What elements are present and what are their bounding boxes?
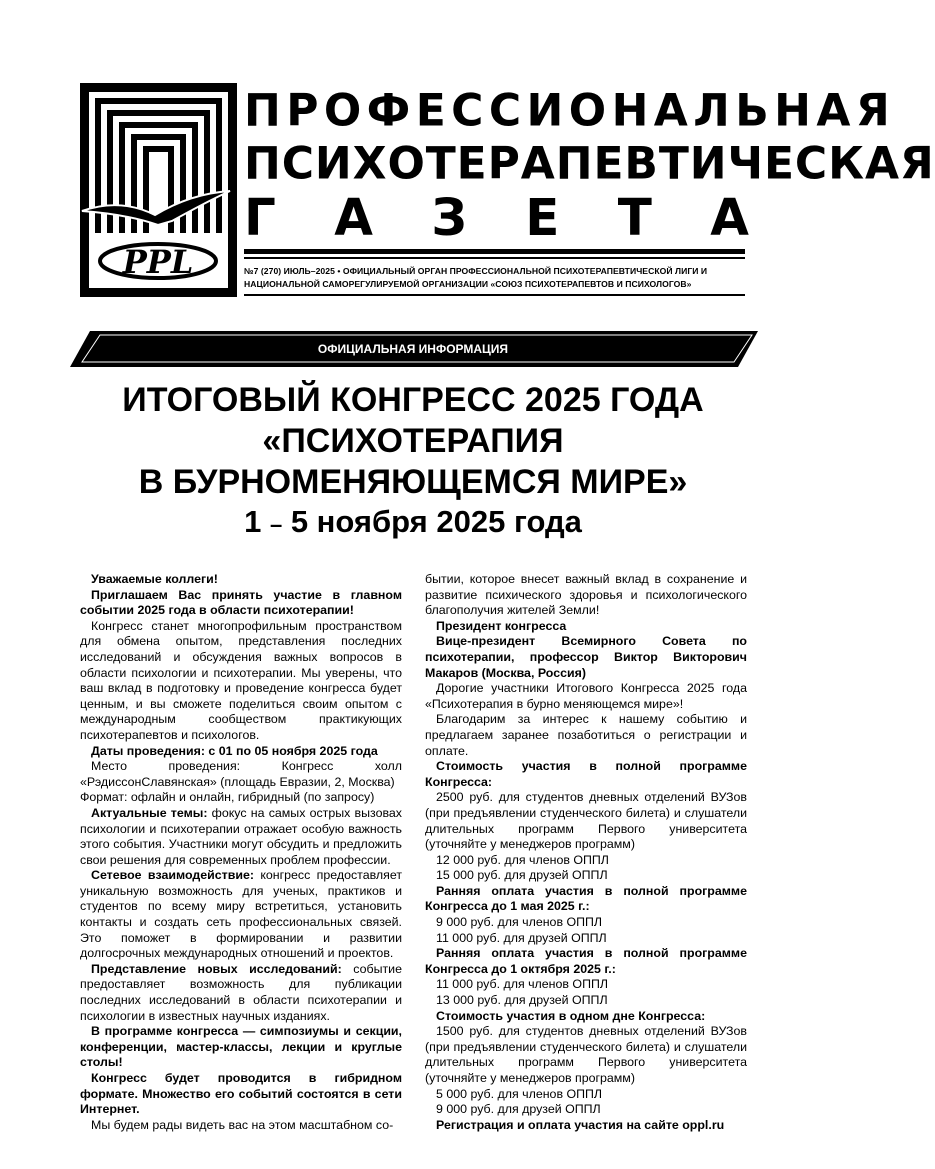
headline-line3: В БУРНОМЕНЯЮЩЕМСЯ МИРЕ» — [138, 463, 688, 501]
paragraph: Благодарим за интерес к нашему событию и предлагаем заранее позаботиться о регистрации и оплате. — [425, 712, 747, 758]
logo-text: PPL — [122, 243, 194, 281]
paragraph: 11 000 руб. для друзей ОППЛ — [436, 930, 607, 945]
headline — [0, 380, 826, 503]
paragraph: Уважаемые коллеги! — [91, 572, 218, 586]
masthead-letter: Е — [525, 187, 560, 248]
paragraph: Ранняя оплата участия в полной программе Конгресса до 1 октября 2025 г.: — [425, 946, 747, 976]
registration-note: Регистрация и оплата участия на сайте oppl.ru — [436, 1117, 725, 1132]
paragraph: 15 000 руб. для друзей ОППЛ — [436, 868, 608, 883]
paragraph: Вице-президент Всемирного Совета по психотерапии, профессор Виктор Викторович Макаров (Москва, Россия) — [425, 634, 747, 680]
paragraph: 1500 руб. для студентов дневных отделений ВУЗов (при предъявлении студенческого билета) и слушатели длительных программ Первого университета (уточняйте у менеджеров программ) — [425, 1024, 747, 1085]
paragraph: Формат: офлайн и онлайн, гибридный (по запросу) — [80, 790, 375, 805]
paragraph: бытии, которое внесет важный вклад в сохранение и развитие психического здоровья и психологического благополучия жителей Земли! — [425, 572, 747, 618]
paragraph: Президент конгресса — [436, 618, 567, 633]
dates-start: 1 — [244, 504, 262, 539]
masthead-title-line2: ПСИХОТЕРАПЕВТИЧЕСКАЯ — [244, 137, 935, 190]
paragraph: Сетевое взаимодействие: конгресс предоставляет уникальную возможность для ученых, практиков и студентов по всему миру встретиться, установить контакты и создать сеть профессиональных связей. Это поможет в формировании и развитии долгосрочных международных отношений и проектов. — [80, 868, 402, 961]
paragraph: Даты проведения: с 01 по 05 ноября 2025 года — [91, 743, 378, 758]
headline-line2: «ПСИХОТЕРАПИЯ — [262, 422, 564, 460]
newspaper-logo — [80, 83, 237, 297]
masthead-letter: Т — [617, 187, 652, 248]
paragraph: В программе конгресса — симпозиумы и секции, конференции, мастер-классы, лекции и круглые столы! — [80, 1024, 402, 1070]
paragraph: Дорогие участники Итогового Конгресса 2025 года «Психотерапия в бурно меняющемся мире»! — [425, 681, 747, 711]
masthead-letter: А — [710, 187, 749, 248]
masthead-title-line1: ПРОФЕССИОНАЛЬНАЯ — [244, 84, 896, 137]
masthead-rule-top — [244, 249, 745, 254]
paragraph: Стоимость участия в одном дне Конгресса: — [436, 1008, 706, 1023]
paragraph: Представление новых исследований: событие предоставляет возможность для публикации последних исследований в области психотерапии и психологии в известных научных изданиях. — [80, 961, 402, 1023]
paragraph: Конгресс будет проводится в гибридном формате. Множество его событий состоятся в сети Интернет. — [80, 1071, 402, 1117]
paragraph: Стоимость участия в полной программе Конгресса: — [425, 759, 747, 789]
masthead-subtitle: №7 (270) ИЮЛЬ–2025 • ОФИЦИАЛЬНЫЙ ОРГАН ПРОФЕССИОНАЛЬНОЙ ПСИХОТЕРАПЕВТИЧЕСКОЙ ЛИГИ И НАЦИОНАЛЬНОЙ САМОРЕГУЛИРУЕМОЙ ОРГАНИЗАЦИИ «СОЮЗ ПСИХОТЕРАПЕВТОВ И ПСИХОЛОГОВ» — [244, 266, 708, 289]
masthead-letter: Г — [244, 187, 276, 248]
masthead-rule-thin — [244, 257, 745, 259]
paragraph: Актуальные темы: фокус на самых острых вызовах психологии и психотерапии отражает особую важность этого события. Участники могут обсудить и предложить свои решения для современных проблем профессии. — [80, 805, 402, 867]
dates-separator: – — [269, 512, 283, 537]
article-left-column — [80, 572, 402, 1133]
dates-rest: 5 ноября 2025 года — [290, 504, 582, 539]
headline-line1: ИТОГОВЫЙ КОНГРЕСС 2025 ГОДА — [122, 381, 704, 419]
headline-dates — [0, 502, 826, 545]
paragraph: Конгресс станет многопрофильным пространством для обмена опытом, представления последних исследований и обсуждения важных вопросов в области психологии и психотерапии. Мы уверены, что ваш вклад в подготовку и проведение конгресса будет ценным, и вы сможете поделиться своим опытом с международным сообществом практикующих психотерапевтов и психологов. — [80, 618, 402, 742]
paragraph: Ранняя оплата участия в полной программе Конгресса до 1 мая 2025 г.: — [425, 883, 747, 914]
paragraph: Мы будем рады видеть вас на этом масштабном со- — [91, 1117, 394, 1132]
masthead-rule-bottom — [244, 294, 745, 296]
paragraph: 9 000 руб. для членов ОППЛ — [436, 915, 603, 930]
masthead-letter: З — [431, 187, 467, 248]
paragraph: 11 000 руб. для членов ОППЛ — [436, 977, 609, 992]
masthead-title-line3 — [244, 187, 749, 248]
paragraph: 5 000 руб. для членов ОППЛ — [436, 1086, 603, 1101]
section-label: ОФИЦИАЛЬНАЯ ИНФОРМАЦИЯ — [317, 342, 509, 356]
masthead-letter: А — [334, 187, 373, 248]
paragraph: 2500 руб. для студентов дневных отделений ВУЗов (при предъявлении студенческого билета) и слушатели длительных программ Первого университета (уточняйте у менеджеров программ) — [425, 790, 747, 852]
paragraph: Приглашаем Вас принять участие в главном событии 2025 года в области психотерапии! — [80, 587, 402, 618]
paragraph: 12 000 руб. для членов ОППЛ — [436, 852, 609, 867]
paragraph: 9 000 руб. для друзей ОППЛ — [436, 1102, 601, 1117]
paragraph: Место проведения: Конгресс холл «РэдиссонСлавянская» (площадь Евразии, 2, Москва) — [80, 759, 402, 789]
paragraph: 13 000 руб. для друзей ОППЛ — [436, 993, 608, 1008]
article-right-column — [425, 572, 747, 1133]
